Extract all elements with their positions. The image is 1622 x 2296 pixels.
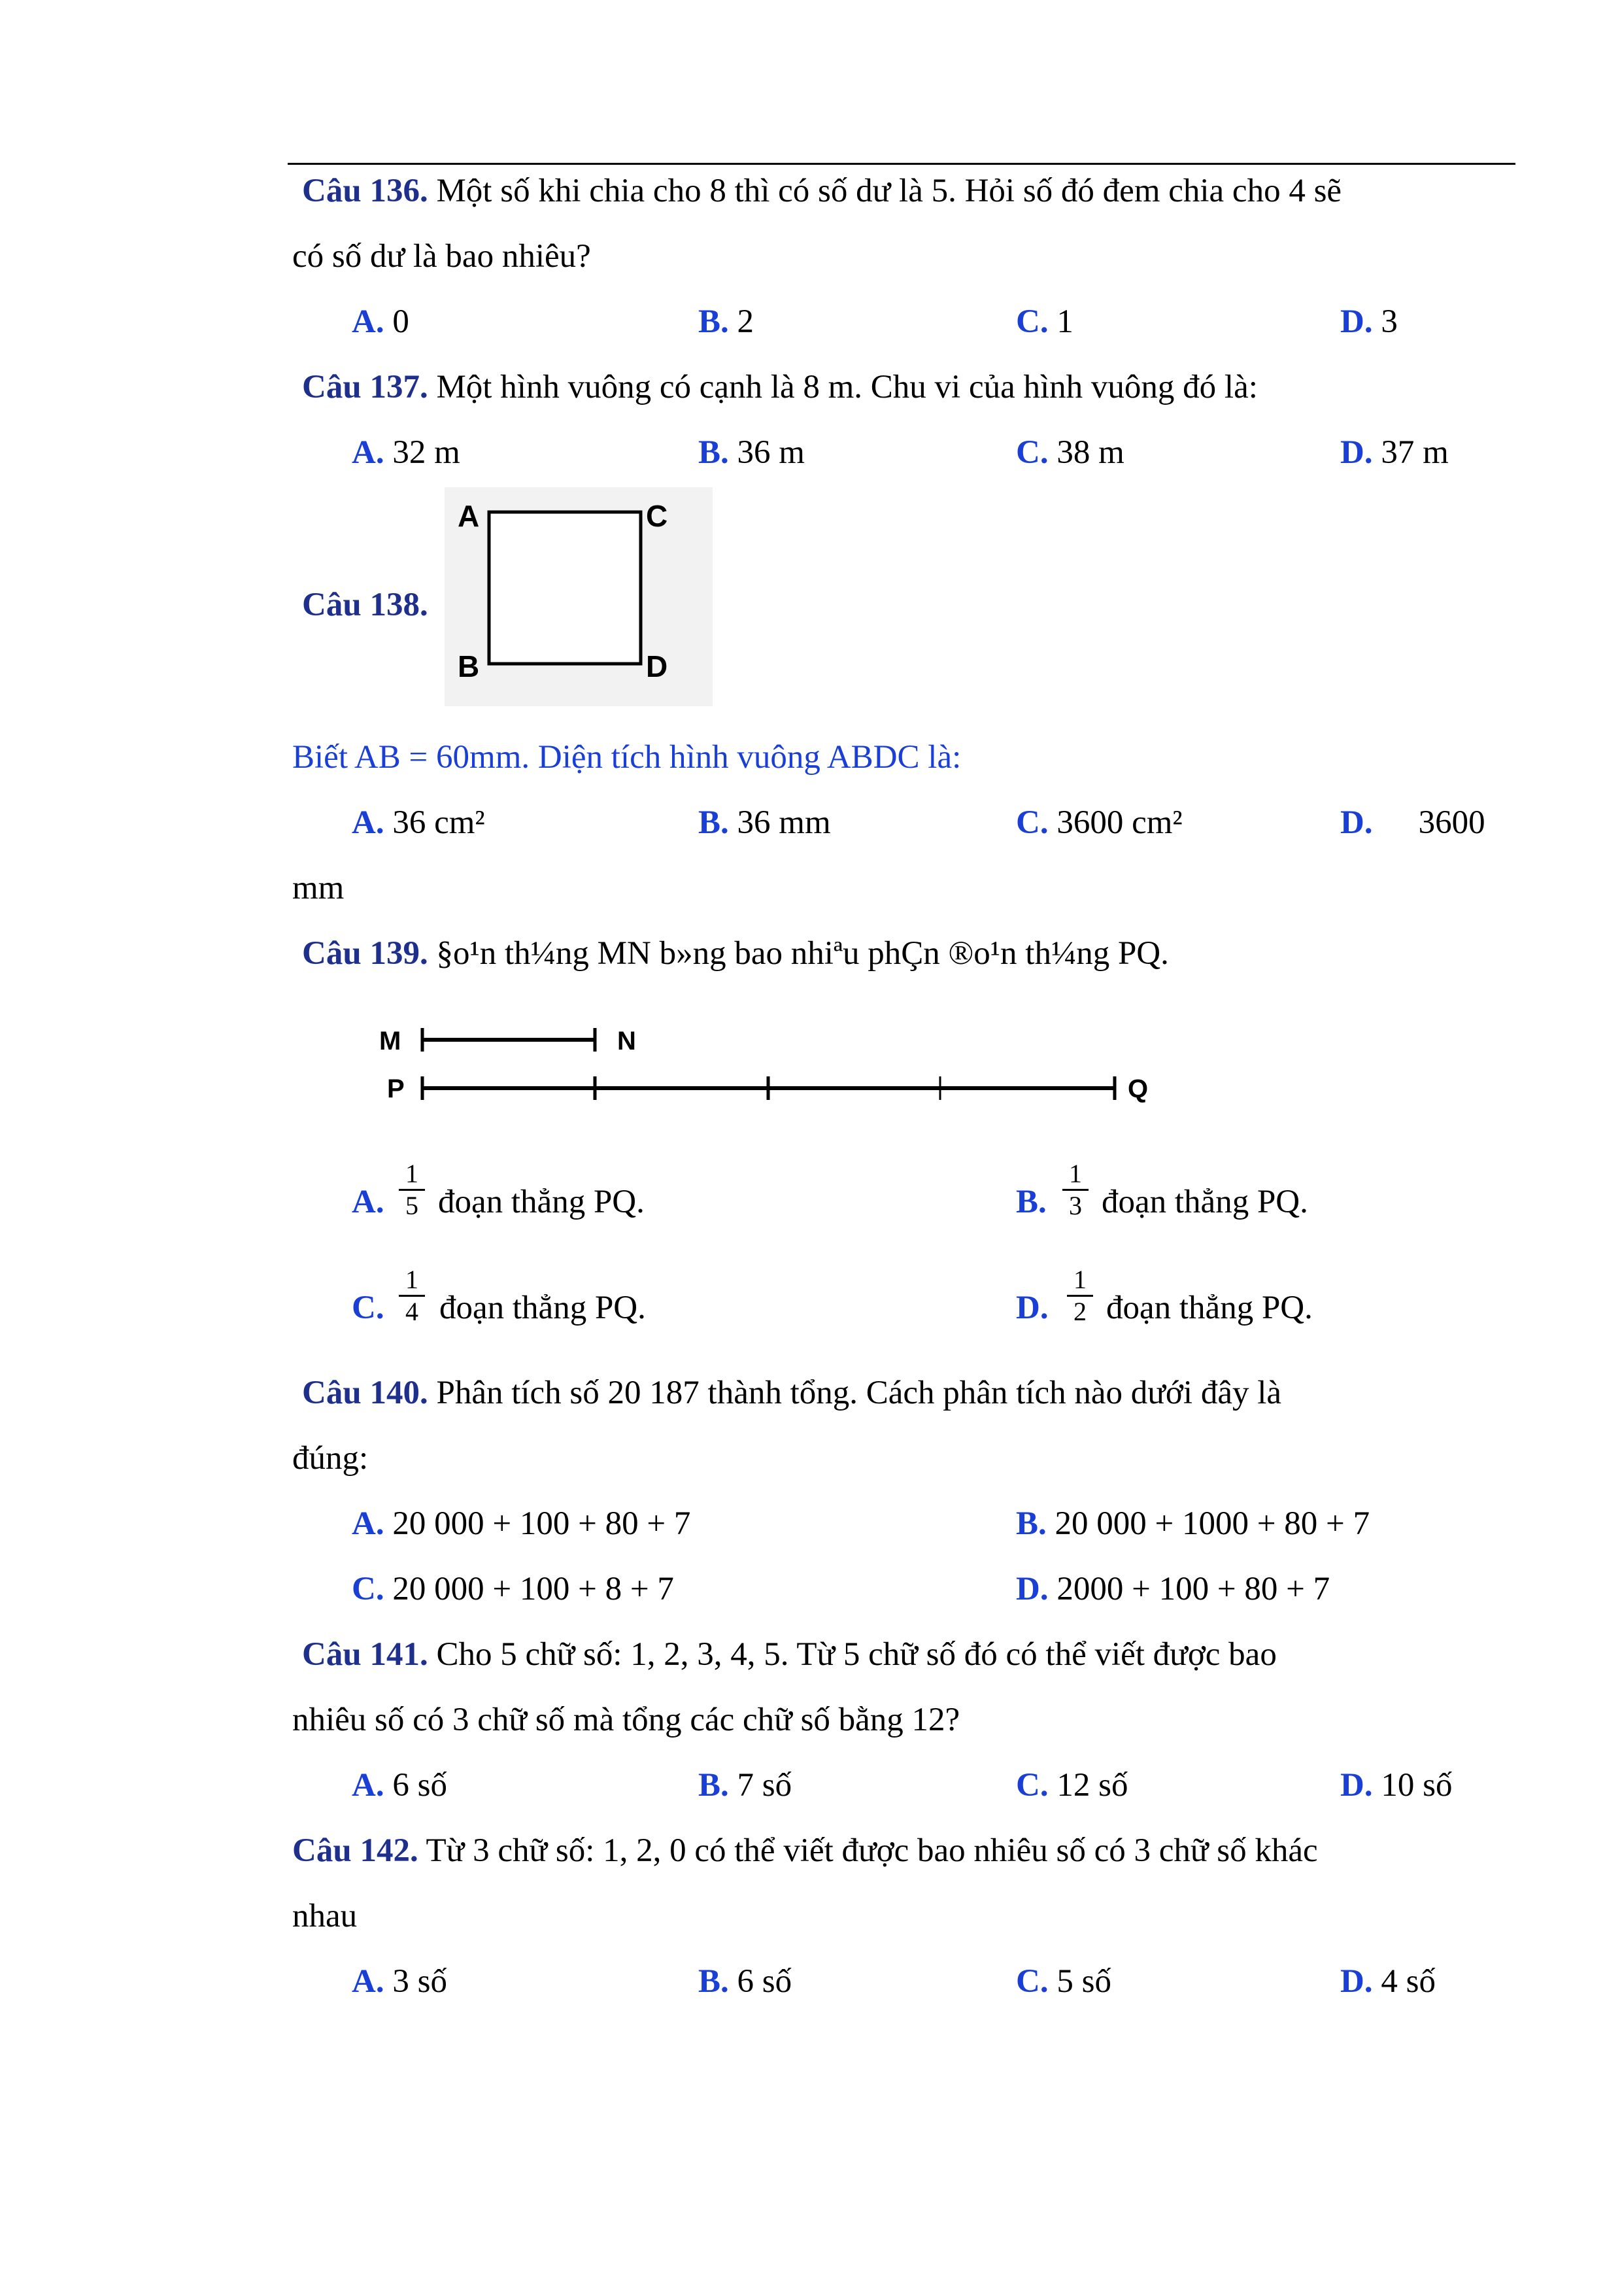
q141-option-c[interactable]: C. 12 số [1016,1767,1128,1804]
q138-option-d[interactable]: D. 3600 [1340,804,1485,841]
header-rule [288,163,1515,165]
q139-option-d-fraction: $\frac{1}{2}$ [1067,1265,1093,1327]
q139-option-a-fraction: $\frac{1}{5}$ [399,1159,425,1221]
q142-option-c[interactable]: C. 5 số [1016,1963,1111,2000]
q136-line1 [302,171,1342,211]
q142-option-b[interactable]: B. 6 số [698,1963,792,2000]
q136-option-d[interactable]: D. 3 [1340,303,1398,340]
q141-line2: nhiêu số có 3 chữ số mà tổng các chữ số bằng 12? [292,1702,960,1738]
q138-line1 [302,585,428,625]
segment-label-q: Q [1128,1074,1149,1103]
q139-option-c-text: đoạn thẳng PQ. [439,1290,646,1326]
q138-option-c[interactable]: C. 3600 cm² [1016,804,1183,841]
q139-label: Câu 139. [302,935,428,972]
vertex-label-a: A [458,499,480,533]
q140-option-c[interactable]: C. 20 000 + 100 + 8 + 7 [352,1571,674,1607]
q139-option-a-text: đoạn thẳng PQ. [438,1184,645,1220]
q136-option-b[interactable]: B. 2 [698,303,754,340]
q139-option-d[interactable]: D. [1016,1290,1049,1326]
q137-label: Câu 137. [302,369,428,405]
q136-label: Câu 136. [302,173,428,209]
q139-text: §o¹n th¼ng MN b»ng bao nhiªu phÇn ®o¹n th¼ng PQ. [428,935,1169,972]
segment-label-n: N [617,1027,636,1055]
q140-label: Câu 140. [302,1375,428,1411]
vertex-label-d: D [646,649,668,683]
q138-label: Câu 138. [302,587,428,623]
q139-line1 [302,934,1169,973]
q136-text-cont: có số dư là bao nhiêu? [292,238,591,275]
segment-label-m: M [379,1027,401,1055]
q137-line1 [302,368,1258,407]
q137-text: Một hình vuông có cạnh là 8 m. Chu vi của hình vuông đó là: [428,369,1258,405]
q139-option-c[interactable]: C. [352,1290,384,1326]
q137-option-b[interactable]: B. 36 m [698,434,805,471]
q141-label: Câu 141. [302,1636,428,1673]
q137-option-d[interactable]: D. 37 m [1340,434,1449,471]
q136-option-c[interactable]: C. 1 [1016,303,1073,340]
q141-option-b[interactable]: B. 7 số [698,1767,792,1804]
segment-label-p: P [387,1074,405,1103]
q137-option-c[interactable]: C. 38 m [1016,434,1124,471]
segments-figure [373,1020,1157,1118]
q142-line2: nhau [292,1898,358,1934]
q141-line1 [302,1635,1277,1674]
q139-option-d-text: đoạn thẳng PQ. [1106,1290,1313,1326]
q140-option-a[interactable]: A. 20 000 + 100 + 80 + 7 [352,1505,691,1542]
q141-option-d[interactable]: D. 10 số [1340,1767,1453,1804]
q139-option-a[interactable]: A. [352,1184,384,1220]
q136-option-a[interactable]: A. 0 [352,303,409,340]
q142-line1 [292,1831,1318,1870]
vertex-label-c: C [646,499,668,533]
q139-option-b[interactable]: B. [1016,1184,1047,1220]
q141-option-a[interactable]: A. 6 số [352,1767,447,1804]
q142-label: Câu 142. [292,1832,418,1869]
q142-text: Từ 3 chữ số: 1, 2, 0 có thể viết được bao nhiêu số có 3 chữ số khác [418,1832,1318,1869]
q138-text: Biết AB = 60mm. Diện tích hình vuông ABDC là: [292,739,962,776]
q137-option-a[interactable]: A. 32 m [352,434,460,471]
q136-line2 [292,237,591,276]
q140-text: Phân tích số 20 187 thành tổng. Cách phân tích nào dưới đây là [428,1375,1282,1411]
square-shape [489,512,641,664]
q141-text: Cho 5 chữ số: 1, 2, 3, 4, 5. Từ 5 chữ số đó có thể viết được bao [428,1636,1277,1673]
q142-option-a[interactable]: A. 3 số [352,1963,447,2000]
q140-option-d[interactable]: D. 2000 + 100 + 80 + 7 [1016,1571,1330,1607]
square-abdc-figure [445,487,713,706]
q142-option-d[interactable]: D. 4 số [1340,1963,1436,2000]
q139-option-c-fraction: $\frac{1}{4}$ [399,1265,425,1327]
q136-text: Một số khi chia cho 8 thì có số dư là 5. Hỏi số đó đem chia cho 4 sẽ [428,173,1342,209]
q138-option-a[interactable]: A. 36 cm² [352,804,485,841]
q140-line1 [302,1373,1281,1413]
q138-option-b[interactable]: B. 36 mm [698,804,831,841]
q140-option-b[interactable]: B. 20 000 + 1000 + 80 + 7 [1016,1505,1370,1542]
q139-option-b-text: đoạn thẳng PQ. [1102,1184,1308,1220]
vertex-label-b: B [458,649,480,683]
q140-line2: đúng: [292,1440,369,1477]
q139-option-b-fraction: $\frac{1}{3}$ [1062,1159,1089,1221]
q138-option-d-wrap: mm [292,870,345,906]
